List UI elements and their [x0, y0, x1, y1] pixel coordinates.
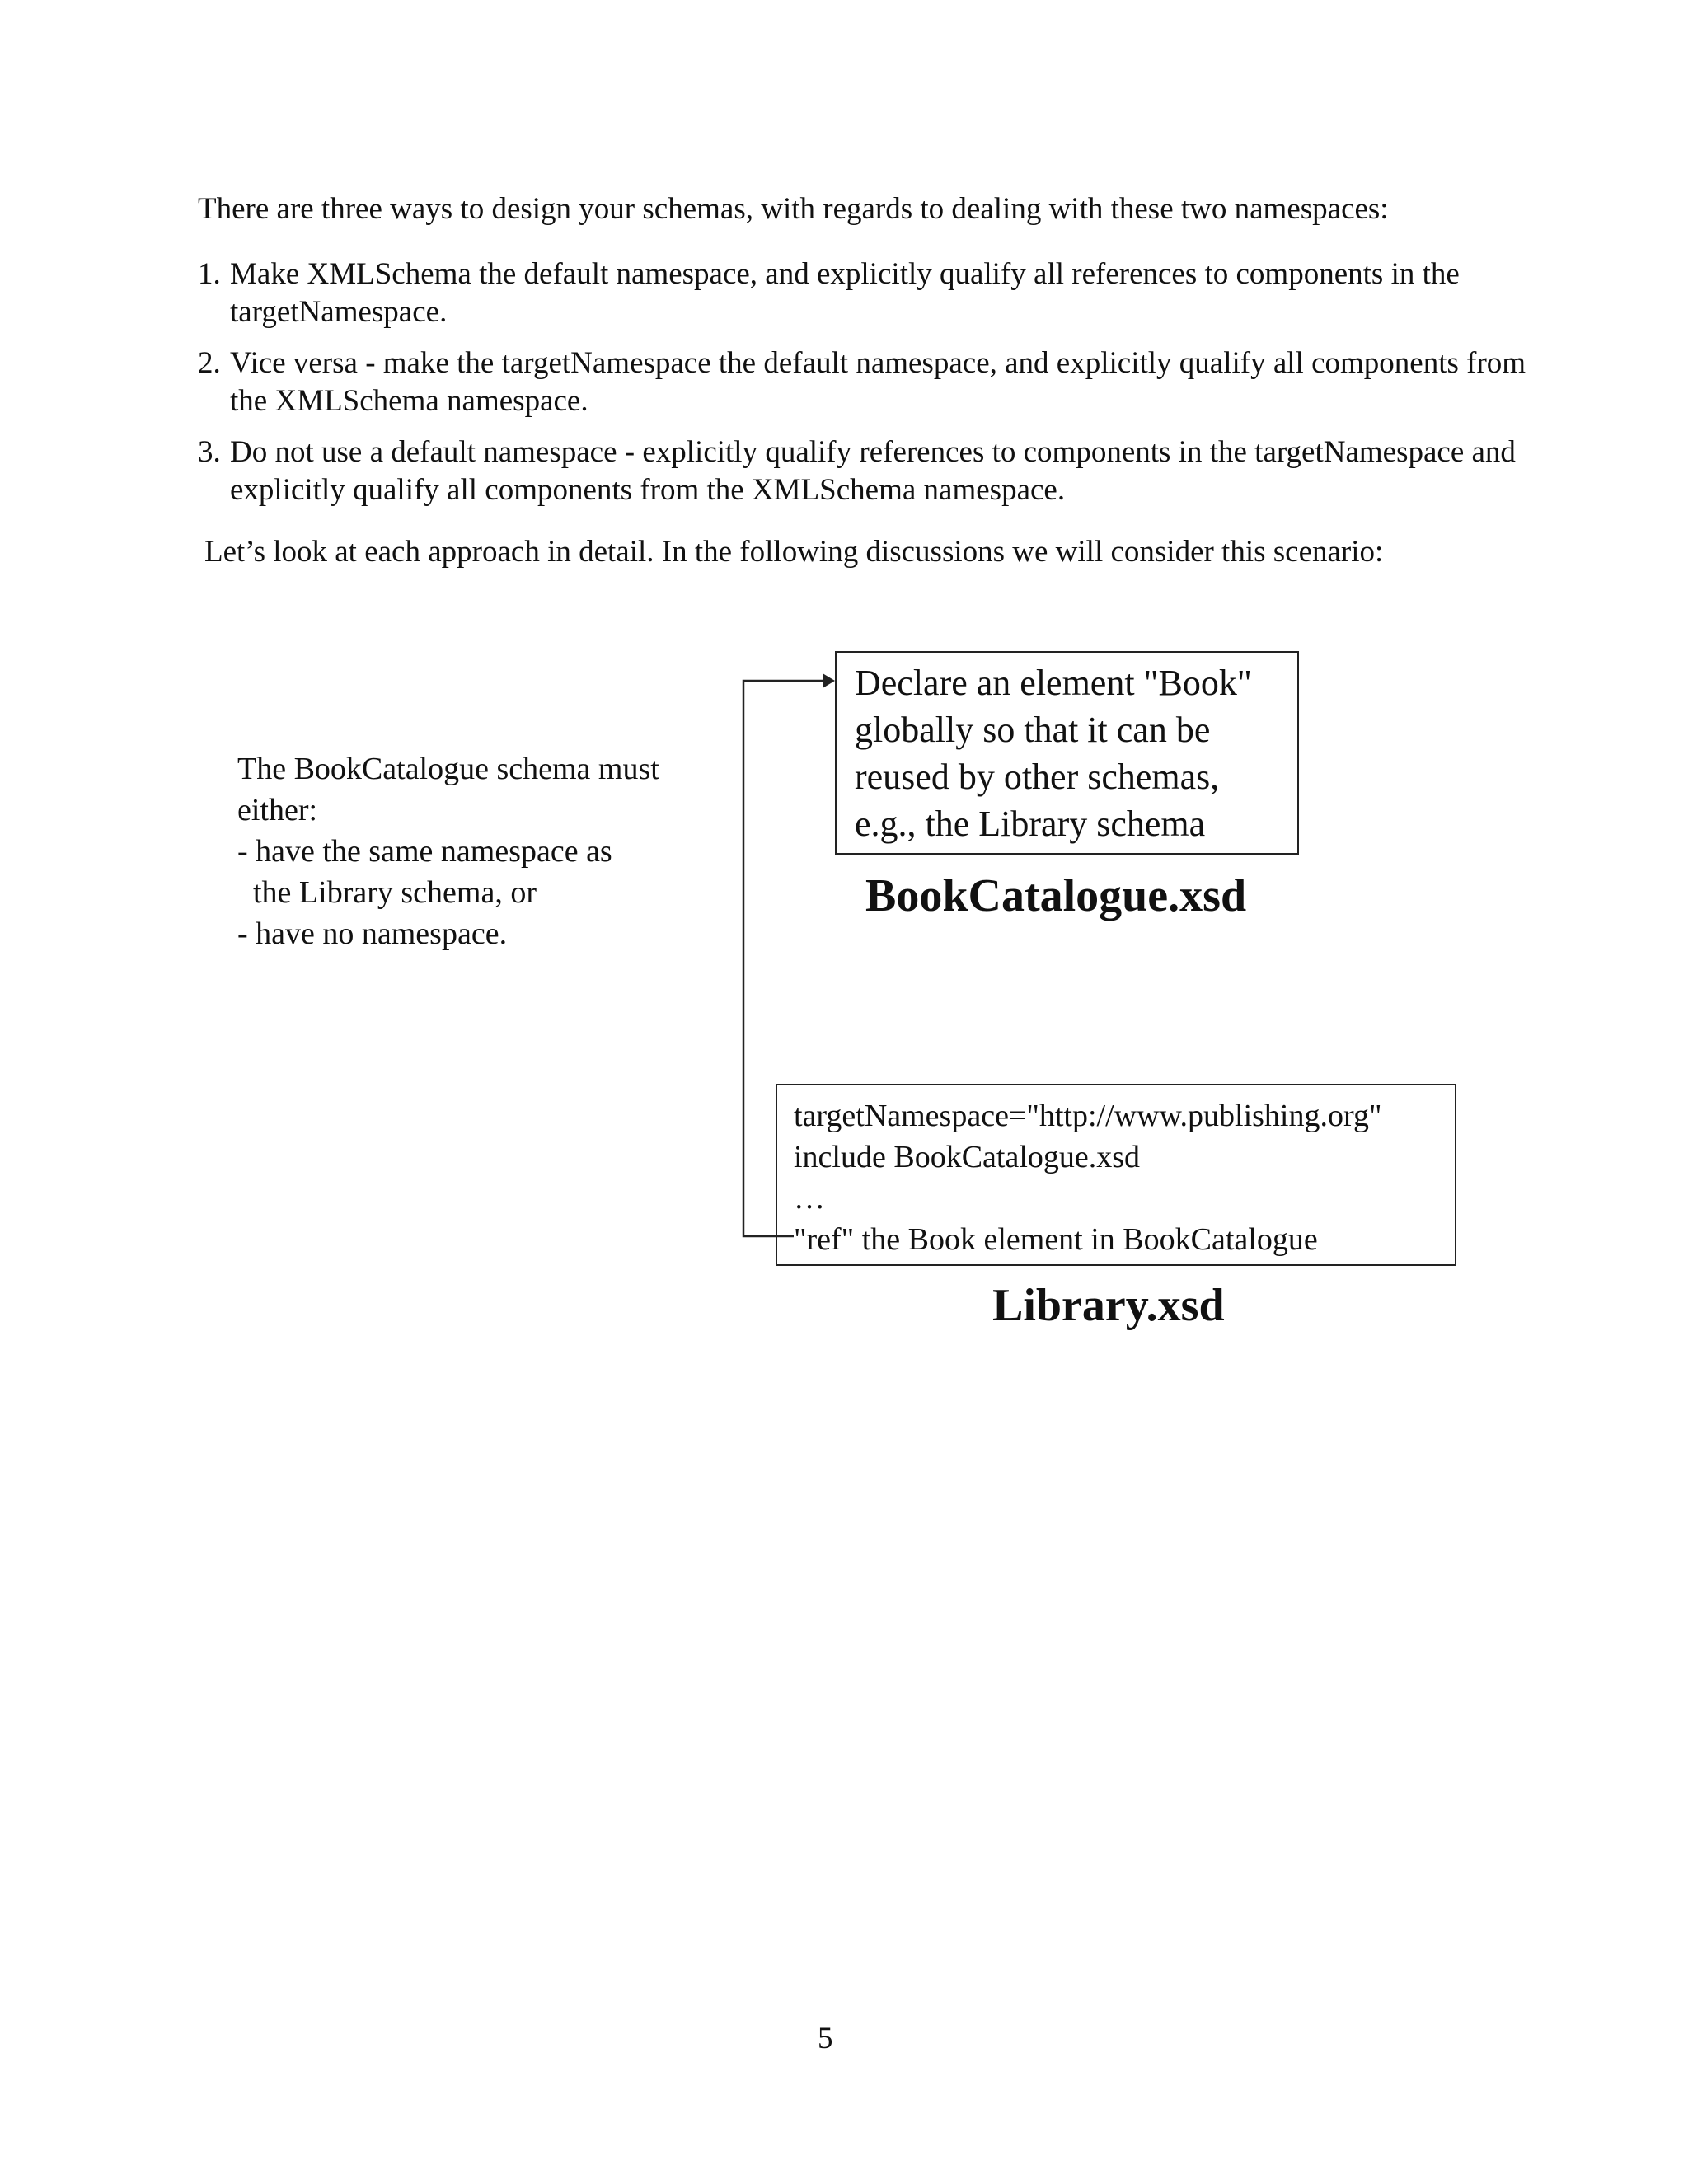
library-caption: Library.xsd — [992, 1280, 1225, 1331]
list-item-text: Make XMLSchema the default namespace, and explicitly qualify all references to components in the targetNamespace. — [230, 257, 1460, 329]
library-box-line: include BookCatalogue.xsd — [794, 1140, 1141, 1174]
outro-paragraph: Let’s look at each approach in detail. In the following discussions we will consider this scenario: — [204, 535, 1384, 569]
note-line: - have no namespace. — [237, 916, 508, 951]
note-line: - have the same namespace as — [237, 834, 612, 869]
list-item-text: Vice versa - make the targetNamespace the default namespace, and explicitly qualify all components from the XMLSchema namespace. — [230, 346, 1526, 418]
intro-paragraph: There are three ways to design your schemas, with regards to dealing with these two namespaces: — [198, 192, 1389, 226]
library-box-line: targetNamespace="http://www.publishing.org" — [794, 1099, 1382, 1133]
bookcatalogue-box-line: reused by other schemas, — [855, 757, 1220, 797]
library-box-line: … — [794, 1181, 825, 1216]
page-number: 5 — [818, 2022, 833, 2055]
bookcatalogue-box-line: e.g., the Library schema — [855, 804, 1206, 844]
bookcatalogue-box-line: globally so that it can be — [855, 710, 1211, 750]
list-item-number: 1. — [198, 257, 221, 291]
list-item-number: 3. — [198, 435, 221, 469]
note-line: the Library schema, or — [237, 875, 537, 910]
bookcatalogue-box-line: Declare an element "Book" — [855, 663, 1252, 703]
library-box — [776, 1084, 1456, 1266]
note-line: either: — [237, 793, 318, 827]
bookcatalogue-caption: BookCatalogue.xsd — [865, 870, 1247, 921]
library-box-line: "ref" the Book element in BookCatalogue — [794, 1222, 1318, 1257]
list-item-number: 2. — [198, 346, 221, 380]
arrow-head — [823, 673, 835, 688]
note-line: The BookCatalogue schema must — [237, 752, 659, 786]
list-item-text: Do not use a default namespace - explicitly qualify references to components in the targetNamespace and explicitly qualify all components from the XMLSchema namespace. — [230, 435, 1516, 507]
bookcatalogue-box — [835, 651, 1299, 855]
